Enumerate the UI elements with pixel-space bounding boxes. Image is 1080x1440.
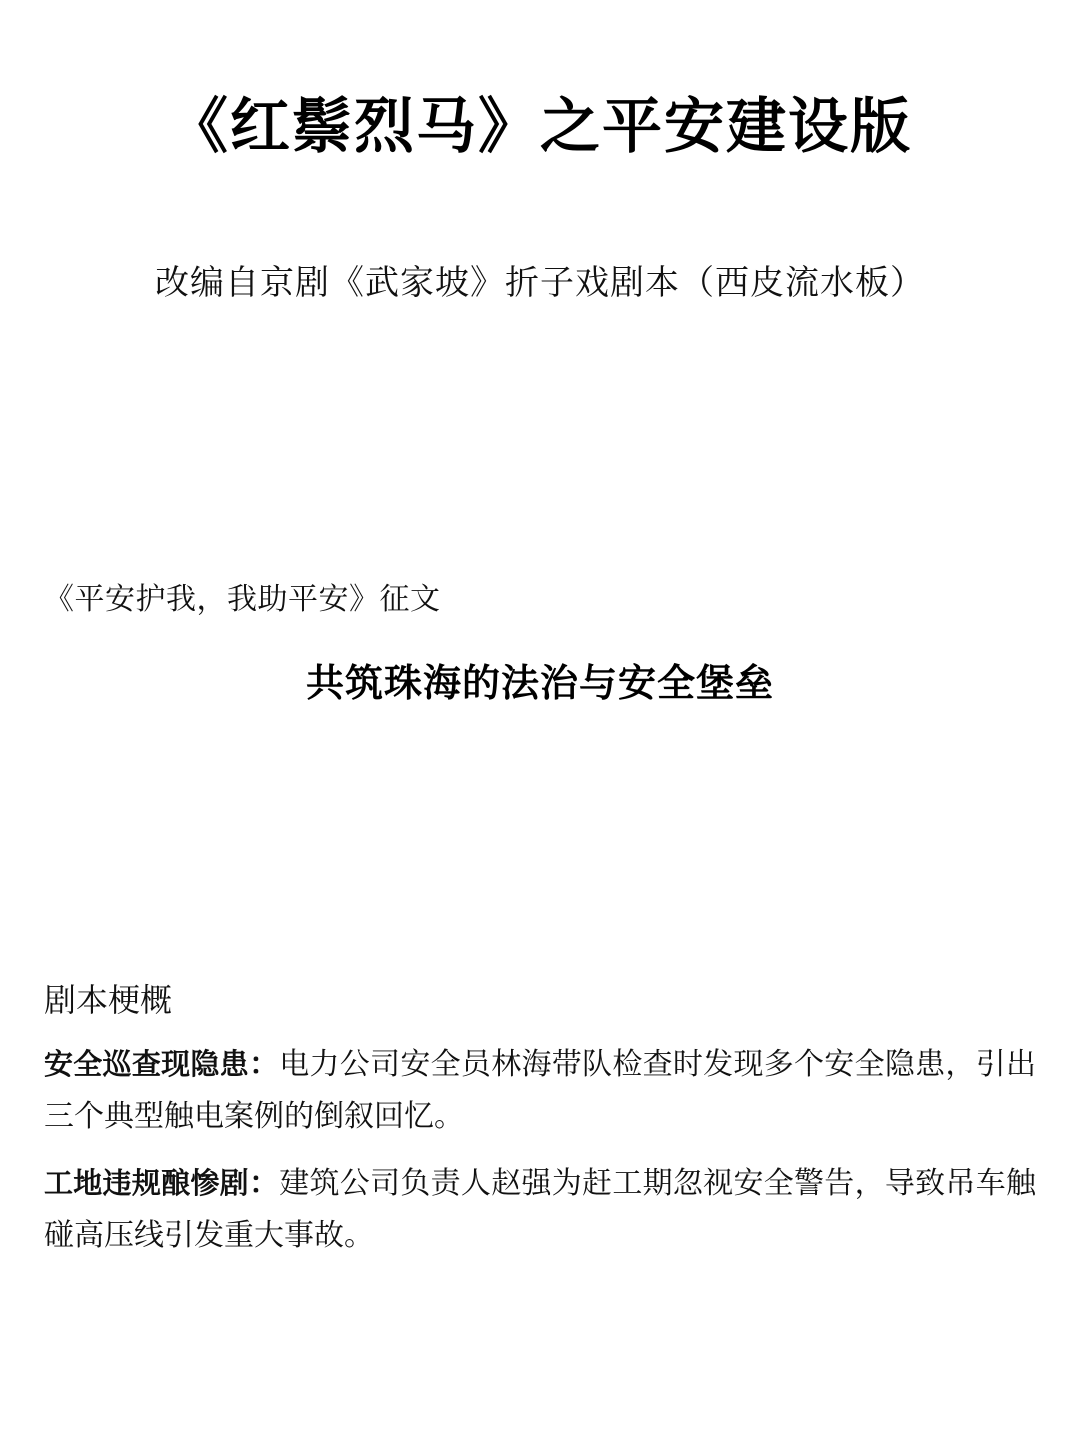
synopsis-item-lead: 安全巡查现隐患	[44, 1048, 249, 1081]
essay-headline: 共筑珠海的法治与安全堡垒	[305, 662, 774, 705]
synopsis-item-separator: ：	[248, 1166, 280, 1200]
essay-label: 《平安护我，我助平安》征文	[44, 582, 441, 616]
page-title: 《红鬃烈马》之平安建设版	[168, 92, 912, 162]
synopsis-item	[44, 1158, 1036, 1263]
synopsis-item-lead: 工地违规酿惨剧	[44, 1167, 249, 1200]
synopsis-section	[44, 707, 1036, 1263]
synopsis-item-text: 建筑公司负责人赵强为赶工期忽视安全警告，导致吊车触碰高压线引发重大事故。	[44, 1166, 1036, 1253]
synopsis-item-separator: ：	[248, 1047, 280, 1081]
synopsis-heading: 剧本梗概	[44, 981, 173, 1018]
subtitle: 改编自京剧《武家坡》折子戏剧本（西皮流水板）	[155, 264, 925, 302]
synopsis-item-text: 电力公司安全员林海带队检查时发现多个安全隐患，引出三个典型触电案例的倒叙回忆。	[44, 1047, 1036, 1134]
synopsis-item	[44, 1039, 1036, 1144]
